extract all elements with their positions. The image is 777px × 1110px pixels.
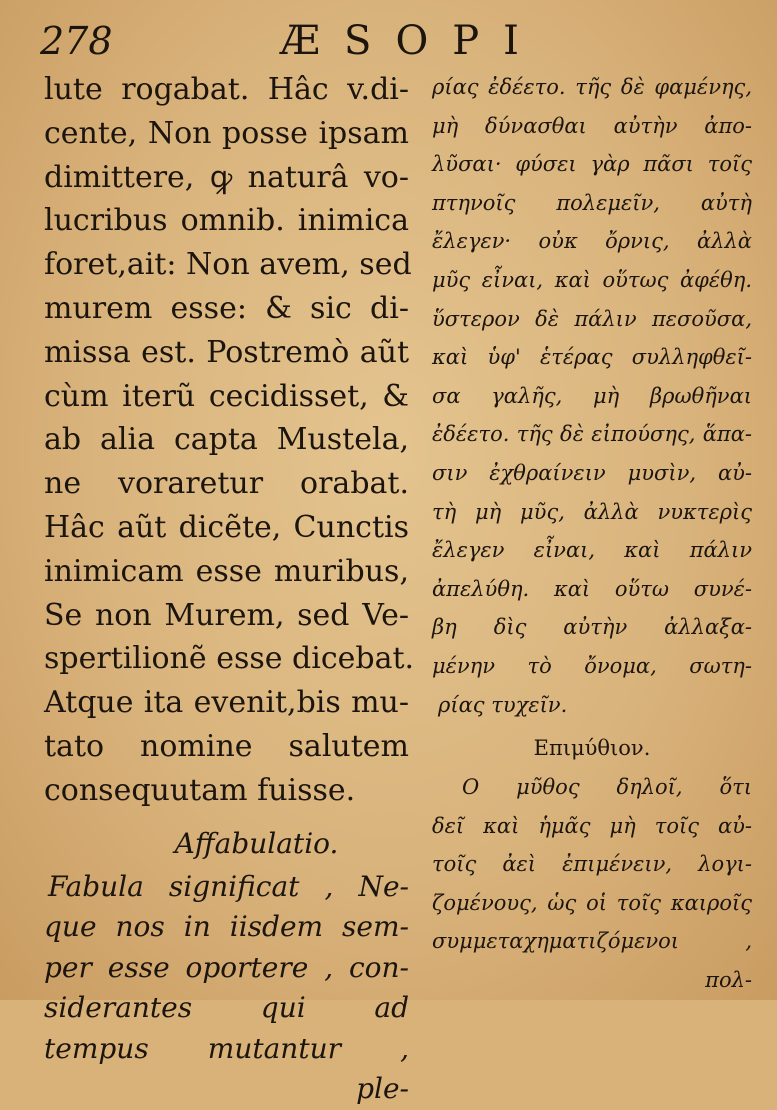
greek-line: ἀπελύθη. καὶ οὕτω συνέ- [432,576,752,601]
greek-line: μὴ δύνασθαι αὐτὴν ἀπο- [432,113,752,138]
greek-moral-line: δεῖ καὶ ἡμᾶς μὴ τοῖς αὐ- [432,813,752,838]
page-number: 278 [40,19,113,63]
greek-line: μῦς εἶναι, καὶ οὕτως ἀφέθη. [432,267,752,292]
latin-fable-text [44,68,415,813]
greek-line: καὶ ὑφ' ἑτέρας συλληφθεῖ- [432,345,752,370]
latin-moral-line: tempus mutantur , [44,1031,409,1065]
greek-line: πτηνοῖς πολεμεῖν, αὐτὴ [432,190,752,215]
latin-line: ab alia capta Mustela, [44,422,409,458]
greek-moral-heading: Επιμύθιον. [533,736,651,761]
greek-moral-line: συμμεταχηματιζόμενοι , [432,929,752,954]
greek-line: σιν ἐχθραίνειν μυσὶν, αὐ- [432,460,752,485]
latin-line: murem esse: & sic di- [44,290,409,326]
latin-line: Atque ita evenit,bis mu- [44,685,409,721]
latin-line: dimittere, ꝙ naturâ vo- [44,159,409,195]
greek-moral-text [432,768,752,1000]
latin-moral-line: siderantes qui ad [44,991,409,1025]
running-title: ÆSOPI [280,18,543,64]
greek-fable-text [432,68,752,724]
greek-moral-line: Ο μῦθος δηλοῖ, ὅτι [462,775,752,800]
latin-moral-heading: Affabulatio. [174,826,339,860]
latin-line: cente, Non posse ipsam [44,115,409,151]
greek-moral-line: τοῖς ἀεὶ ἐπιμένειν, λογι- [432,852,752,877]
latin-moral-line: per esse oportere , con- [44,950,409,984]
greek-line: μένην τὸ ὄνομα, σωτη- [432,653,752,678]
latin-line: tato nomine salutem [44,728,409,764]
latin-line: missa est. Postremò aũt [44,334,409,370]
latin-line: Se non Murem, sed Ve- [44,597,409,633]
greek-line: ἔλεγεν· οὐκ ὄρνις, ἀλλὰ [432,229,752,254]
latin-line: cùm iterũ cecidisset, & [44,378,409,414]
latin-moral-line: que nos in iisdem sem- [44,910,409,944]
latin-line: foret,ait: Non avem, sed [44,247,412,283]
latin-line: Hâc aũt dicẽte, Cunctis [44,509,409,545]
latin-line: lucribus omnib. inimica [44,203,409,239]
latin-moral-text [44,867,409,1110]
latin-line: ne voraretur orabat. [44,466,409,502]
page-header [0,8,777,68]
latin-line: spertilionẽ esse dicebat. [44,641,415,677]
greek-line: ὕστερον δὲ πάλιν πεσοῦσα, [432,306,752,331]
latin-catchword: ple- [356,1072,409,1106]
greek-line: ἔλεγεν εἶναι, καὶ πάλιν [432,538,752,563]
greek-line: ρίας τυχεῖν. [438,692,568,717]
latin-column [44,68,415,1110]
greek-line: ἐδέετο. τῆς δὲ εἰπούσης, ἅπα- [432,422,752,447]
latin-moral-line: Fabula significat , Ne- [48,869,409,903]
latin-line: lute rogabat. Hâc v.di- [44,72,409,107]
latin-line: inimicam esse muribus, [44,553,409,589]
greek-column [432,68,752,1000]
greek-line: βη δὶς αὐτὴν ἀλλαξα- [432,615,752,640]
greek-line: τὴ μὴ μῦς, ἀλλὰ νυκτερὶς [432,499,752,524]
latin-line: consequutam fuisse. [44,772,356,808]
greek-line: λῦσαι· φύσει γὰρ πᾶσι τοῖς [432,152,752,177]
greek-catchword: πολ- [705,968,752,993]
greek-line: ρίας ἐδέετο. τῆς δὲ φαμένης, [432,75,752,99]
greek-moral-line: ζομένους, ὡς οἱ τοῖς καιροῖς [432,890,752,915]
greek-line: σα γαλῆς, μὴ βρωθῆναι [432,383,752,408]
